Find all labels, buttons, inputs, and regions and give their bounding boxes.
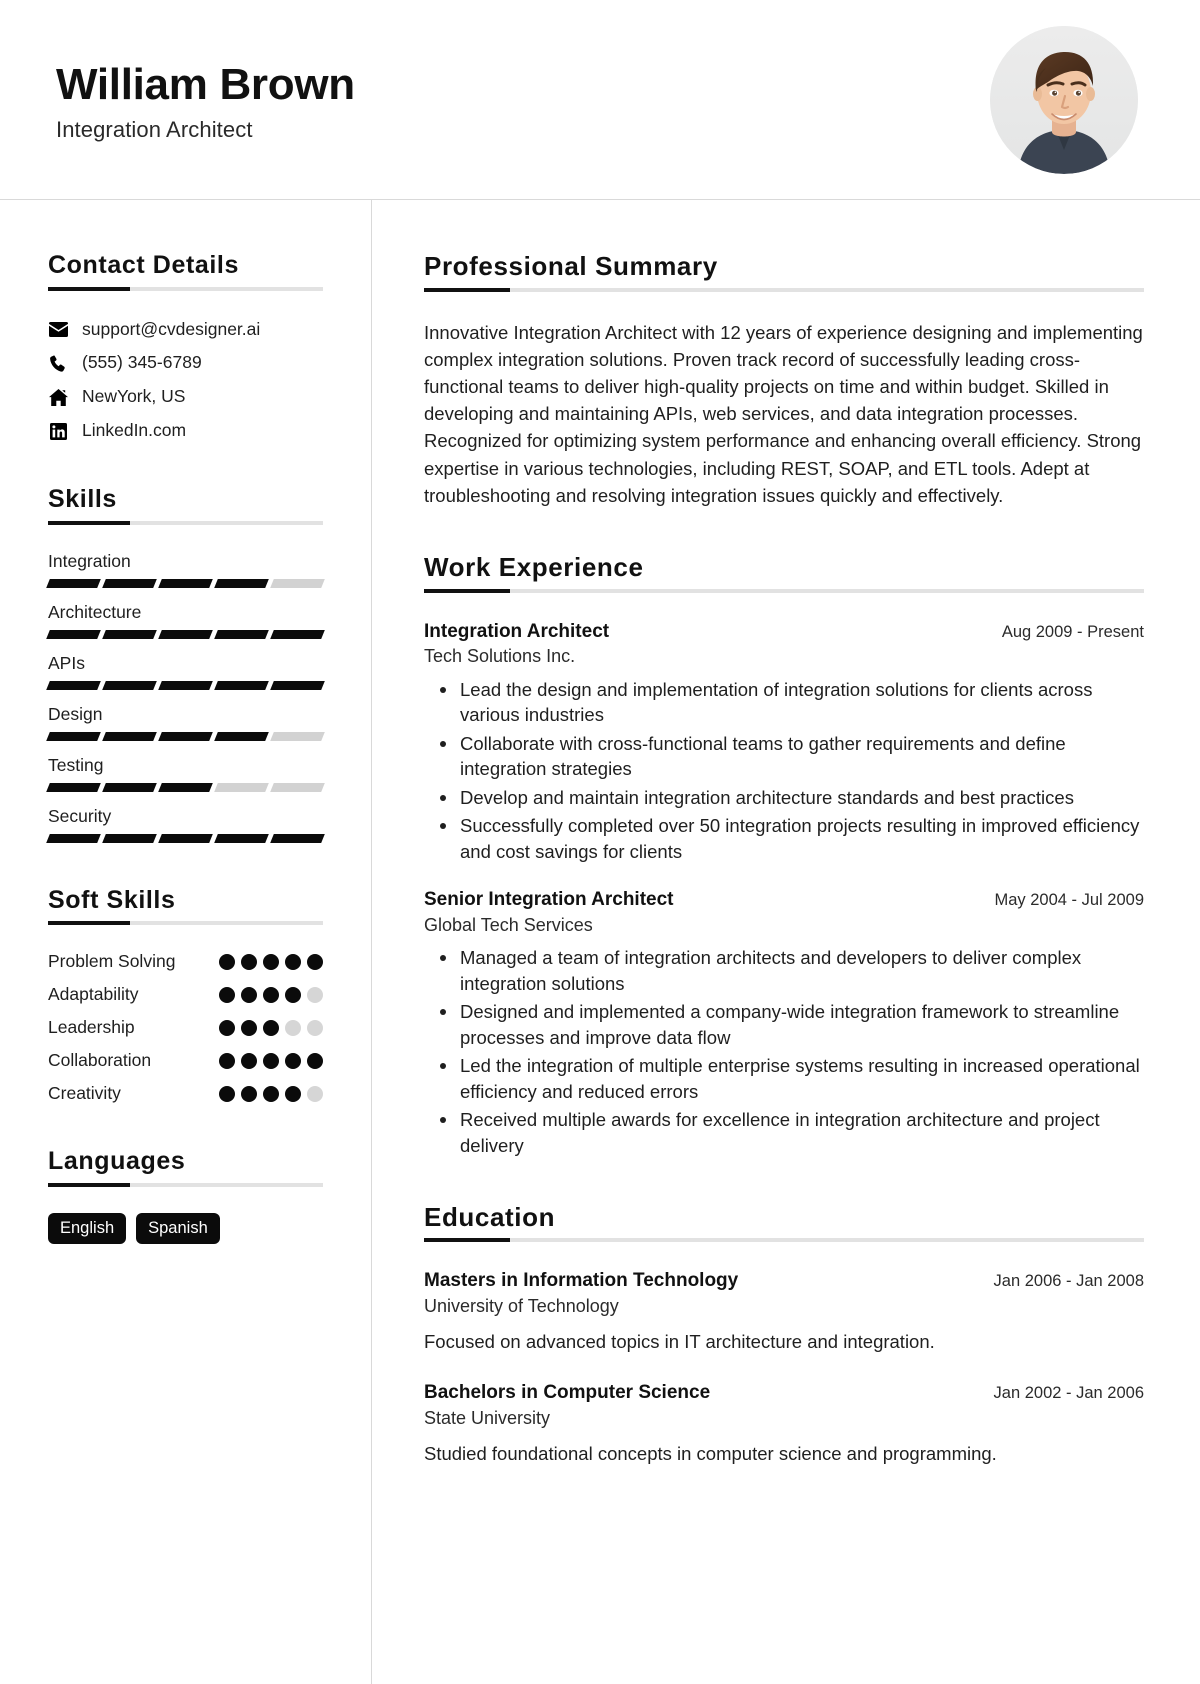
skill-bar-segment [214,681,269,690]
section-rule [48,921,323,925]
entry-bullets [424,945,1144,1158]
section-title-summary: Professional Summary [424,251,718,281]
skill-bar-segment [46,630,101,639]
skill-bar [48,834,323,843]
soft-skill-item [48,951,323,972]
education-entry [424,1381,1144,1467]
section-work-experience [424,553,1144,1159]
contact-list [48,319,323,443]
resume-body [0,200,1200,1684]
rating-dot [307,987,323,1003]
rating-dot [285,987,301,1003]
skill-bar-segment [46,834,101,843]
skill-bar-segment [102,630,157,639]
contact-value-location: NewYork, US [82,386,186,407]
entry-header [424,1269,1144,1293]
language-tag: English [48,1213,126,1245]
contact-value-email: support@cvdesigner.ai [82,318,261,339]
work-entry [424,620,1144,865]
education-school: University of Technology [424,1295,619,1316]
section-professional-summary [424,252,1144,509]
avatar-photo-icon [990,26,1138,174]
summary-text: Innovative Integration Architect with 12 years of experience designing and implementing complex integration solutions. Proven track record of successfully leading cross-functional teams to deliver high-quality projects on time and within budget. Skilled in developing and maintaining APIs, web services, and data integration processes. Recognized for optimizing system performance and enhancing overall efficiency. Strong expertise in various technologies, including REST, SOAP, and ETL tools. Adept at troubleshooting and resolving integration issues quickly and effectively. [424,321,1143,506]
education-degree: Masters in Information Technology [424,1270,739,1292]
skill-bar-segment [46,732,101,741]
bullet-item: Develop and maintain integration architecture standards and best practices [460,785,1144,811]
skill-bar-segment [214,783,269,792]
skill-label: Design [48,703,103,724]
entry-date: Aug 2009 - Present [1001,622,1144,641]
skill-bar [48,732,323,741]
entry-header [424,888,1144,912]
rating-dot [307,954,323,970]
rating-dot [263,954,279,970]
entry-header [424,1381,1144,1405]
skill-bar-segment [158,834,213,843]
skill-bar-segment [270,732,325,741]
contact-value-linkedin: LinkedIn.com [82,420,187,441]
rating-dot [241,987,257,1003]
skill-bar-segment [102,732,157,741]
skill-item [48,755,323,792]
education-degree: Bachelors in Computer Science [424,1382,711,1404]
section-title-work: Work Experience [424,551,644,582]
soft-skills-list [48,951,323,1104]
soft-skill-item [48,984,323,1005]
soft-skill-item [48,1083,323,1104]
soft-skill-label: Creativity [48,1083,121,1103]
bullet-item: Managed a team of integration architects and developers to deliver complex integration solutions [460,945,1144,996]
section-rule [424,1238,1144,1242]
rating-dot [263,1020,279,1036]
education-description: Focused on advanced topics in IT architecture and integration. [424,1331,935,1353]
soft-skill-item [48,1050,323,1071]
contact-item-location[interactable] [48,386,323,408]
envelope-icon [48,319,68,339]
rating-dot [241,1053,257,1069]
rating-dot [307,1086,323,1102]
rating-dot [219,1053,235,1069]
entry-organization: Global Tech Services [424,915,593,935]
avatar [990,26,1138,174]
skill-bar [48,681,323,690]
education-description: Studied foundational concepts in computer science and programming. [424,1443,997,1465]
skill-item [48,602,323,639]
bullet-item: Designed and implemented a company-wide integration framework to streamline processes and improve data flow [460,999,1144,1050]
entry-organization: Tech Solutions Inc. [424,646,576,667]
skill-bar-segment [214,834,269,843]
education-entries [424,1269,1144,1467]
entry-bullets [424,677,1144,865]
bullet-item: Lead the design and implementation of integration solutions for clients across various industries [460,677,1144,728]
section-title-education: Education [424,1201,556,1232]
skill-bar-segment [102,681,157,690]
rating-dot [285,1053,301,1069]
entry-role: Integration Architect [424,620,610,642]
rating-dot [285,1020,301,1036]
linkedin-icon [48,421,68,441]
home-icon [48,387,68,407]
section-title-soft-skills: Soft Skills [48,885,176,914]
skill-bar-segment [102,579,157,588]
rating-dot [219,1086,235,1102]
skill-bar-segment [270,681,325,690]
rating-dots [219,954,323,970]
skill-bar-segment [214,630,269,639]
skill-bar-segment [158,630,213,639]
page-title: William Brown [56,60,355,110]
contact-value-phone: (555) 345-6789 [82,352,202,373]
section-languages [48,1148,323,1244]
soft-skill-item [48,1017,323,1038]
work-entries [424,620,1144,1159]
skill-item [48,551,323,588]
section-title-contact: Contact Details [48,251,239,279]
section-rule [424,288,1144,292]
skill-label: APIs [48,652,85,673]
rating-dot [263,1086,279,1102]
education-date: Jan 2006 - Jan 2008 [993,1272,1144,1291]
section-soft-skills [48,887,323,1105]
skill-bar-segment [158,783,213,792]
entry-header [424,620,1144,644]
education-school: State University [424,1407,551,1428]
section-rule [424,589,1144,593]
section-skills [48,486,323,843]
rating-dots [219,1053,323,1069]
resume-header [0,0,1200,200]
header-subtitle: Integration Architect [56,116,253,142]
section-rule [48,287,323,291]
skill-bar-segment [46,783,101,792]
section-education [424,1203,1144,1468]
rating-dot [219,1020,235,1036]
rating-dot [285,954,301,970]
section-title-languages: Languages [48,1147,186,1175]
rating-dot [263,987,279,1003]
education-entry [424,1269,1144,1355]
section-rule [48,521,323,525]
work-entry [424,888,1144,1158]
skill-item [48,704,323,741]
skill-bar-segment [102,834,157,843]
skill-label: Architecture [48,601,142,622]
rating-dot [219,987,235,1003]
skill-bar-segment [214,732,269,741]
skill-bar-segment [102,783,157,792]
skills-list [48,551,323,843]
rating-dots [219,1086,323,1102]
entry-role: Senior Integration Architect [424,889,674,911]
rating-dot [285,1086,301,1102]
skill-label: Security [48,805,112,826]
bullet-item: Led the integration of multiple enterprise systems resulting in increased operational efficiency and reduced errors [460,1053,1144,1104]
rating-dot [263,1053,279,1069]
section-contact-details [48,252,323,442]
contact-item-phone[interactable] [48,352,323,374]
skill-bar [48,579,323,588]
soft-skill-label: Leadership [48,1017,135,1037]
bullet-item: Successfully completed over 50 integration projects resulting in improved efficiency and cost savings for clients [460,813,1144,864]
soft-skill-label: Problem Solving [48,951,176,971]
rating-dots [219,1020,323,1036]
main-column [372,200,1200,1684]
skill-label: Testing [48,754,104,775]
skill-bar [48,630,323,639]
rating-dot [241,1020,257,1036]
skill-bar-segment [46,681,101,690]
language-tag: Spanish [136,1213,220,1245]
skill-bar-segment [270,579,325,588]
skill-bar-segment [158,579,213,588]
sidebar [0,200,372,1684]
phone-icon [48,353,68,373]
soft-skill-label: Collaboration [48,1050,152,1070]
education-date: Jan 2002 - Jan 2006 [993,1384,1144,1403]
section-rule [48,1183,323,1187]
skill-bar [48,783,323,792]
contact-item-email[interactable] [48,319,323,341]
skill-item [48,806,323,843]
rating-dot [241,954,257,970]
skill-bar-segment [270,630,325,639]
rating-dot [307,1020,323,1036]
entry-date: May 2004 - Jul 2009 [994,891,1144,910]
skill-bar-segment [46,579,101,588]
skill-bar-segment [158,732,213,741]
contact-item-linkedin[interactable] [48,420,323,442]
soft-skill-label: Adaptability [48,984,139,1004]
languages-list [48,1213,323,1245]
skill-item [48,653,323,690]
bullet-item: Collaborate with cross-functional teams to gather requirements and define integration strategies [460,731,1144,782]
skill-bar-segment [270,834,325,843]
bullet-item: Received multiple awards for excellence in integration architecture and project delivery [460,1107,1144,1158]
skill-label: Integration [48,550,131,571]
rating-dots [219,987,323,1003]
section-title-skills: Skills [48,485,117,513]
rating-dot [219,954,235,970]
header-text-block [56,56,355,142]
rating-dot [241,1086,257,1102]
skill-bar-segment [214,579,269,588]
skill-bar-segment [158,681,213,690]
rating-dot [307,1053,323,1069]
skill-bar-segment [270,783,325,792]
